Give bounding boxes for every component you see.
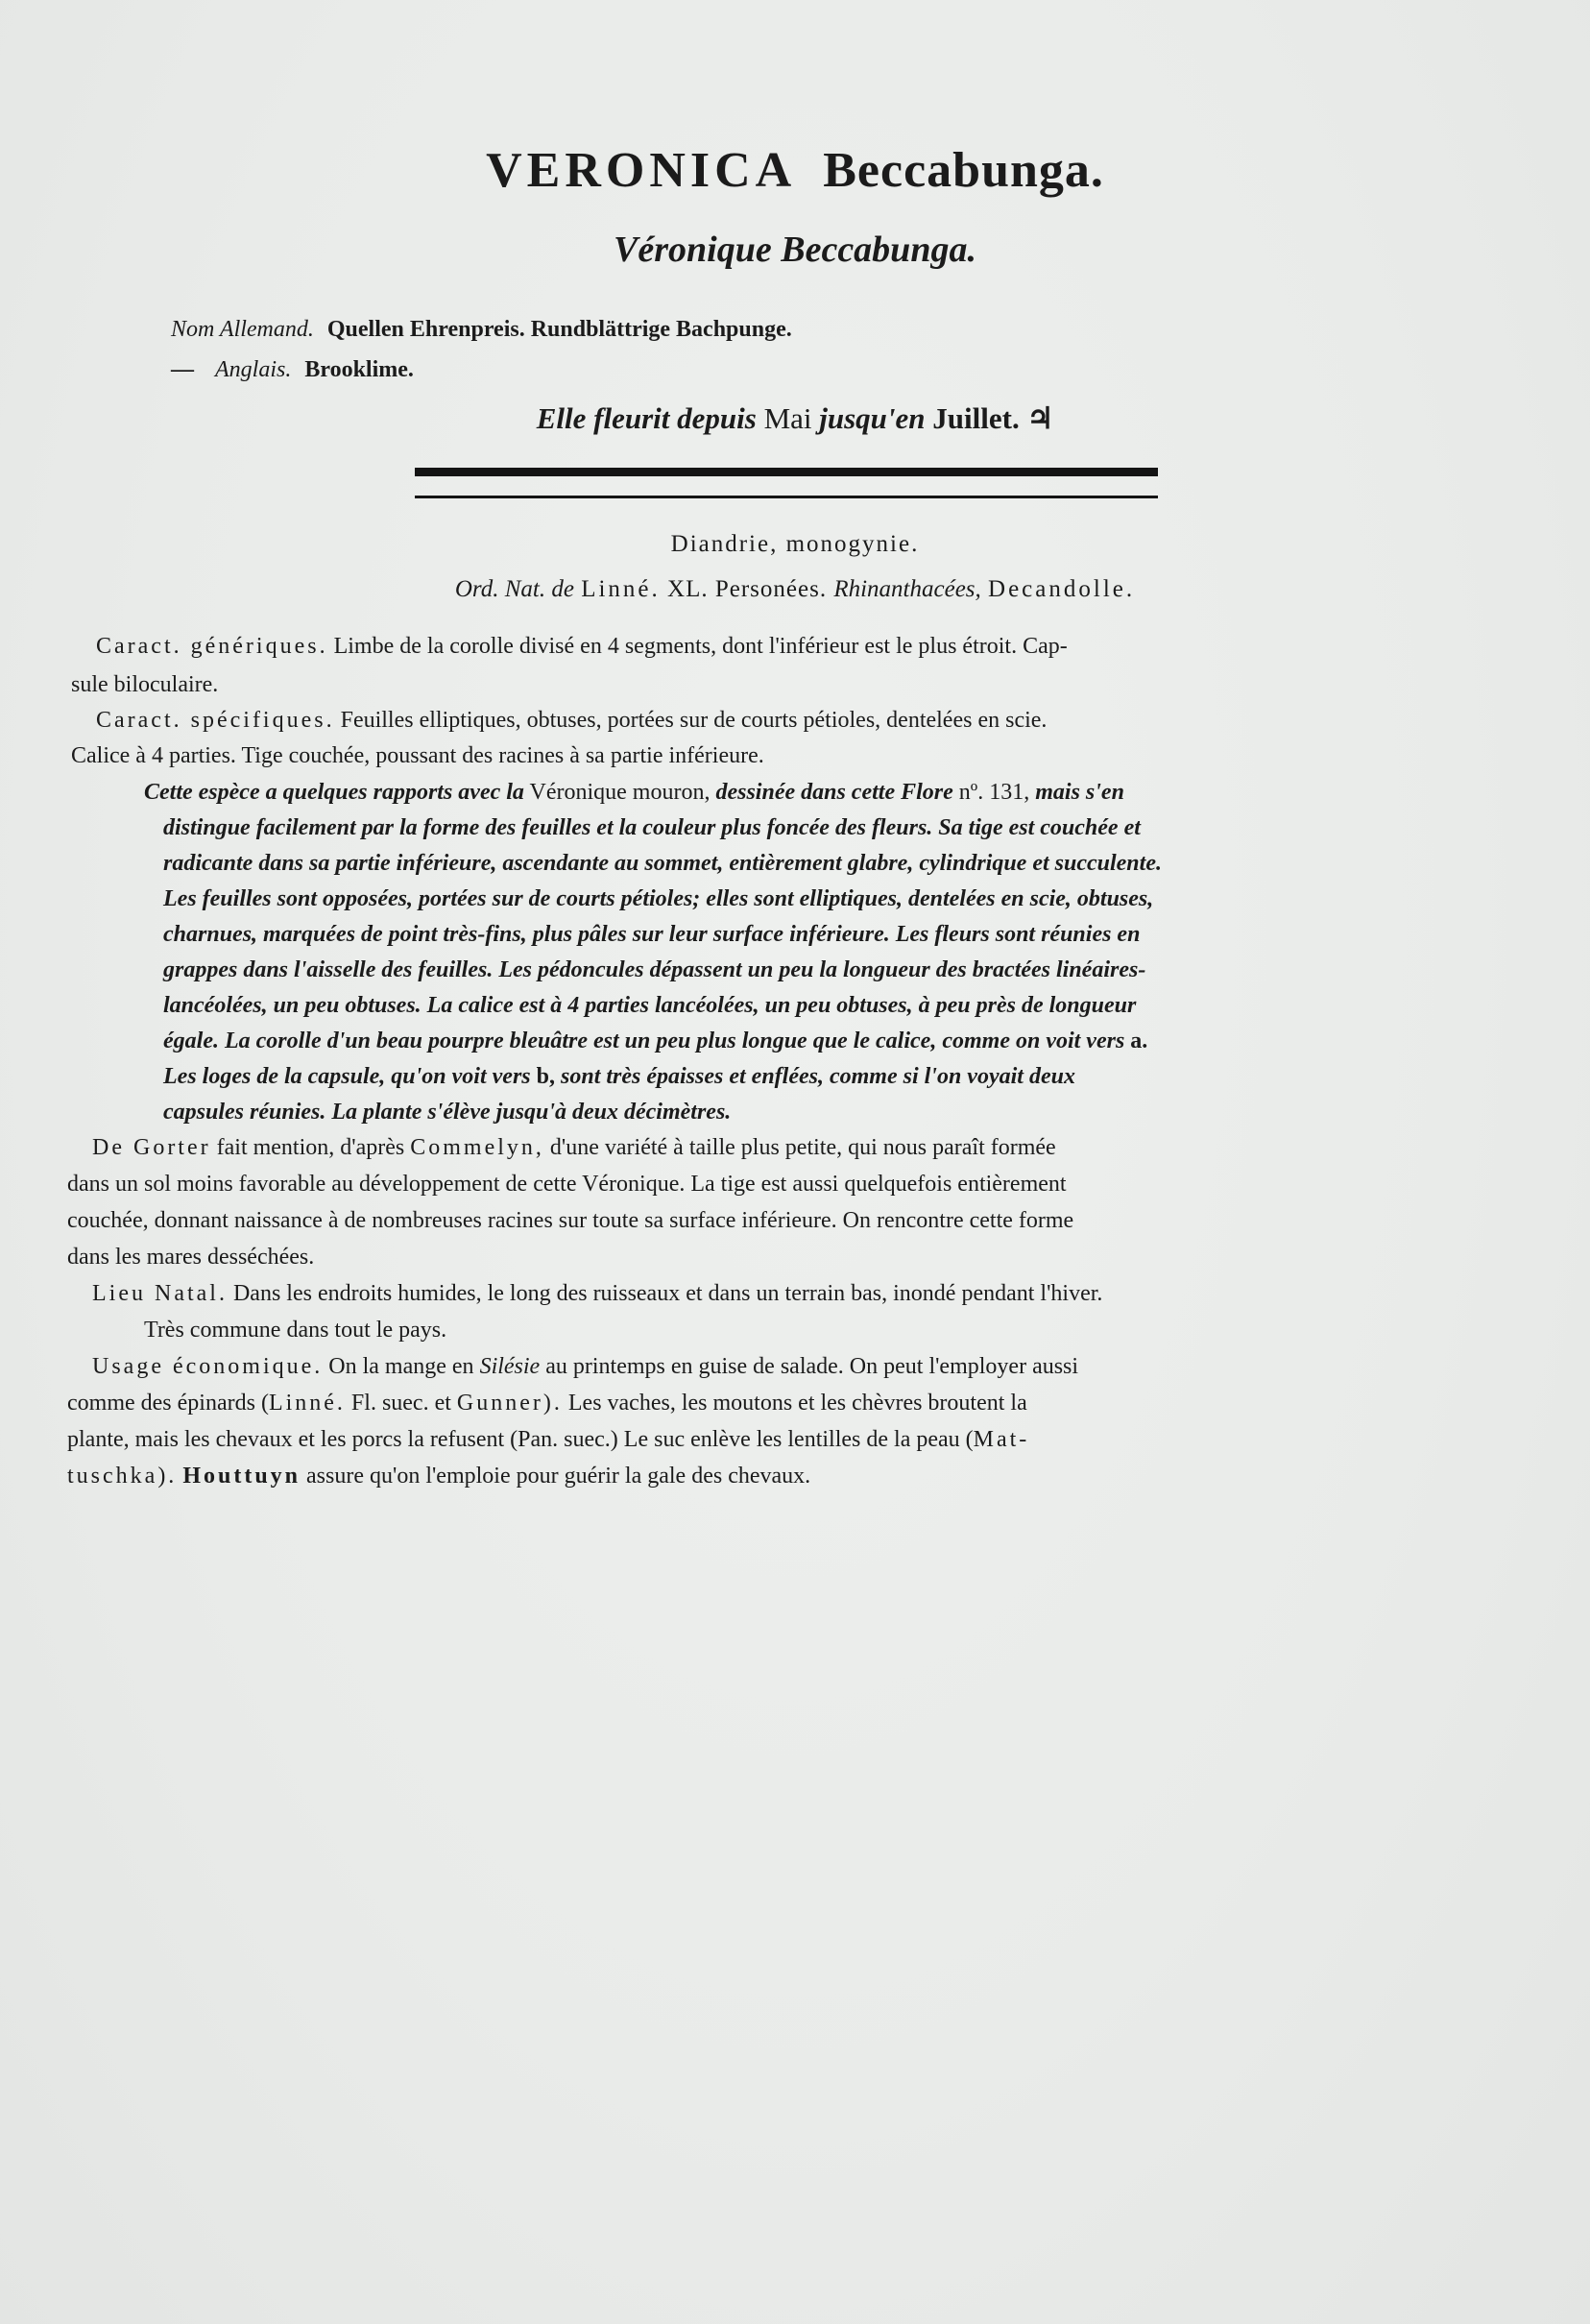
page-title (0, 142, 1590, 199)
usage-text: comme des épinards ( (67, 1391, 269, 1416)
author-linne: Linné. (268, 1391, 346, 1416)
desc-text: Cette espèce a quelques rapports avec la (144, 780, 524, 805)
ord-family: XL. Personées. (667, 576, 828, 602)
usage-text: plante, mais les chevaux et les porcs la refusent (Pan. suec.) Le suc enlève les lentilles de la peau ( (67, 1427, 974, 1452)
author-houttuyn: Houttuyn (182, 1464, 301, 1489)
german-label: Nom Allemand. (171, 317, 314, 342)
linne-ref: Linné. (581, 576, 661, 602)
generic-characters-label: Caract. génériques. (96, 634, 328, 659)
desc-ref-mouron: Véronique mouron, (529, 780, 711, 805)
desc-plate-number: nº. 131, (958, 780, 1030, 805)
usage-label: Usage économique. (92, 1354, 324, 1379)
gorter-text: d'une variété à taille plus petite, qui nous paraît formée (549, 1135, 1056, 1160)
usage-text: Fl. suec. et (350, 1391, 451, 1416)
specific-characters-line-1 (96, 708, 1047, 734)
gorter-text: fait mention, d'après (216, 1135, 405, 1160)
decandolle-ref: Decandolle. (988, 576, 1136, 602)
habitat-label: Lieu Natal. (92, 1281, 228, 1306)
thin-rule (415, 496, 1158, 498)
flowering-text-2: jusqu'en (819, 401, 926, 435)
english-name-line (171, 357, 414, 383)
description-line-4: Les feuilles sont opposées, portées sur de courts pétioles; elles sont elliptiques, dentelées en scie, obtuses, (163, 886, 1154, 911)
figure-ref-b: b, (536, 1064, 555, 1089)
gorter-line-1 (92, 1135, 1056, 1161)
usage-text: au printemps en guise de salade. On peut l'employer aussi (545, 1354, 1079, 1379)
author-gunner: Gunner). (456, 1391, 563, 1416)
german-name-line (171, 317, 792, 343)
german-names: Quellen Ehrenpreis. Rundblättrige Bachpunge. (326, 317, 792, 342)
specific-characters-text: Feuilles elliptiques, obtuses, portées sur de courts pétioles, dentelées en scie. (340, 708, 1048, 733)
flowering-month-start: Mai (763, 401, 812, 435)
gorter-line-3: couchée, donnant naissance à de nombreuses racines sur toute sa surface inférieure. On rencontre cette forme (67, 1208, 1074, 1233)
description-line-2: distingue facilement par la forme des feuilles et la couleur plus foncée des fleurs. Sa tige est couchée et (163, 815, 1141, 840)
gorter-line-2: dans un sol moins favorable au développement de cette Véronique. La tige est aussi quelquefois entièrement (67, 1172, 1067, 1197)
description-line-5: charnues, marquées de point très-fins, plus pâles sur leur surface inférieure. Les fleurs sont réunies en (163, 922, 1141, 947)
english-name: Brooklime. (304, 357, 414, 382)
ord-label: Ord. Nat. de (454, 576, 574, 602)
usage-line-2 (67, 1391, 1027, 1416)
flowering-period (0, 401, 1590, 436)
french-name: Véronique Beccabunga. (614, 230, 976, 270)
usage-line-3 (67, 1427, 1029, 1453)
usage-text: Les vaches, les moutons et les chèvres broutent la (567, 1391, 1027, 1416)
desc-text: mais s'en (1035, 780, 1124, 805)
perennial-symbol: ♃ (1026, 401, 1054, 435)
habitat-line-2: Très commune dans tout le pays. (144, 1318, 447, 1343)
thick-rule (415, 468, 1158, 476)
usage-line-1 (92, 1354, 1078, 1380)
linnaean-class: Diandrie, monogynie. (670, 531, 920, 557)
habitat-line-1 (92, 1281, 1102, 1307)
description-line-10: capsules réunies. La plante s'élève jusqu'à deux décimètres. (163, 1100, 732, 1125)
english-label: Anglais. (215, 357, 292, 382)
description-line-9 (163, 1064, 1075, 1090)
author-commelyn: Commelyn, (410, 1135, 544, 1160)
usage-line-4 (67, 1464, 810, 1489)
description-line-8 (163, 1029, 1147, 1054)
usage-text: On la mange en (328, 1354, 474, 1379)
species-name: Beccabunga. (823, 143, 1104, 198)
desc-text: sont très épaisses et enflées, comme si l'on voyait deux (561, 1064, 1075, 1089)
usage-text: assure qu'on l'emploie pour guérir la gale des chevaux. (306, 1464, 811, 1489)
flowering-text-1: Elle fleurit depuis (536, 401, 757, 435)
rhinanthacees: Rhinanthacées, (833, 576, 981, 602)
desc-text: égale. La corolle d'un beau pourpre bleuâtre est un peu plus longue que le calice, comme on voit vers (163, 1029, 1125, 1053)
generic-characters-line-1 (96, 634, 1068, 660)
description-line-3: radicante dans sa partie inférieure, ascendante au sommet, entièrement glabre, cylindrique et succulente. (163, 851, 1162, 876)
author-mattuschka-end: tuschka). (67, 1464, 178, 1489)
natural-order (0, 576, 1590, 603)
genus-name: VERONICA (486, 143, 797, 198)
description-line-7: lancéolées, un peu obtuses. La calice est à 4 parties lancéolées, un peu obtuses, à peu près de longueur (163, 993, 1137, 1018)
generic-characters-text: Limbe de la corolle divisé en 4 segments, dont l'inférieur est le plus étroit. Cap- (333, 634, 1068, 659)
author-gorter: De Gorter (92, 1135, 211, 1160)
description-line-6: grappes dans l'aisselle des feuilles. Les pédoncules dépassent un peu la longueur des bractées linéaires- (163, 957, 1146, 982)
ditto-dash: — (171, 357, 194, 382)
gorter-line-4: dans les mares desséchées. (67, 1245, 315, 1270)
generic-characters-line-2: sule biloculaire. (71, 672, 219, 697)
habitat-text: Dans les endroits humides, le long des ruisseaux et dans un terrain bas, inondé pendant l'hiver. (232, 1281, 1103, 1306)
description-line-1 (144, 780, 1124, 806)
desc-text: dessinée dans cette Flore (715, 780, 953, 805)
usage-place: Silésie (479, 1354, 541, 1379)
author-mattuschka: Mat- (973, 1427, 1030, 1452)
figure-ref-a: a. (1130, 1029, 1148, 1053)
specific-characters-label: Caract. spécifiques. (96, 708, 335, 733)
specific-characters-line-2: Calice à 4 parties. Tige couchée, poussant des racines à sa partie inférieure. (71, 743, 764, 768)
flowering-month-end: Juillet. (932, 401, 1020, 435)
desc-text: Les loges de la capsule, qu'on voit vers (163, 1064, 531, 1089)
